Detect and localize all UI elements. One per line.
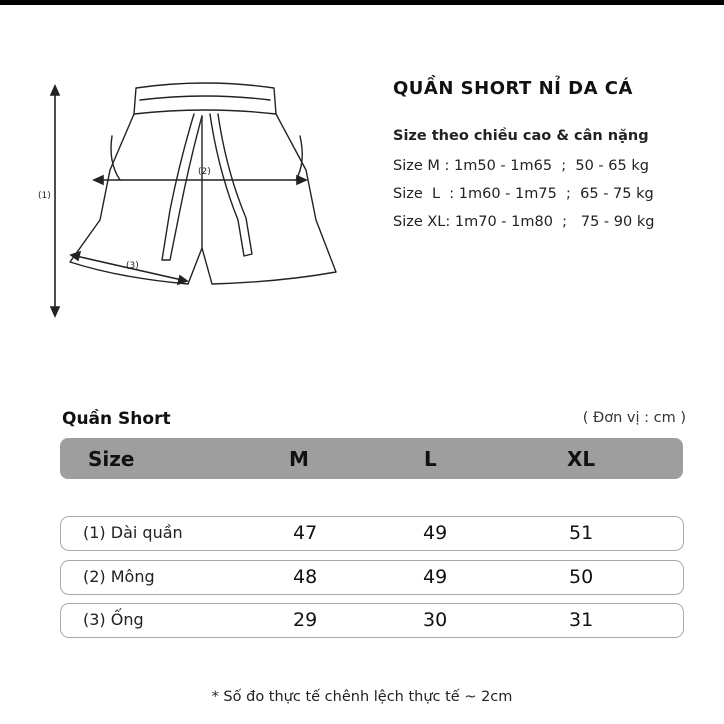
row-label: (1) Dài quần bbox=[83, 523, 183, 542]
table-row bbox=[60, 603, 684, 638]
size-line-l: Size L : 1m60 - 1m75 ; 65 - 75 kg bbox=[393, 186, 654, 202]
header-l: L bbox=[424, 447, 437, 471]
cell-l: 49 bbox=[423, 522, 448, 544]
drawstring bbox=[162, 114, 202, 260]
label-3: (3) bbox=[126, 261, 139, 271]
size-line-xl: Size XL: 1m70 - 1m80 ; 75 - 90 kg bbox=[393, 214, 655, 230]
header-m: M bbox=[289, 447, 309, 471]
product-title: QUẦN SHORT NỈ DA CÁ bbox=[393, 78, 633, 99]
label-1: (1) bbox=[38, 191, 51, 201]
row-label: (2) Mông bbox=[83, 567, 155, 586]
header-size: Size bbox=[88, 447, 135, 471]
row-label: (3) Ống bbox=[83, 610, 144, 629]
size-line-m: Size M : 1m50 - 1m65 ; 50 - 65 kg bbox=[393, 158, 649, 174]
label-2: (2) bbox=[198, 167, 211, 177]
cell-m: 29 bbox=[293, 609, 318, 631]
table-row bbox=[60, 516, 684, 551]
top-border bbox=[0, 0, 724, 5]
cell-l: 30 bbox=[423, 609, 448, 631]
header-xl: XL bbox=[567, 447, 596, 471]
cell-xl: 51 bbox=[569, 522, 594, 544]
cell-l: 49 bbox=[423, 566, 448, 588]
shorts-outline bbox=[70, 114, 336, 284]
unit-label: ( Đơn vị : cm ) bbox=[582, 410, 686, 426]
table-title: Quần Short bbox=[62, 409, 171, 429]
cell-m: 48 bbox=[293, 566, 318, 588]
table-header bbox=[60, 438, 683, 479]
footnote: * Số đo thực tế chênh lệch thực tế ~ 2cm bbox=[211, 689, 513, 705]
cell-m: 47 bbox=[293, 522, 318, 544]
cell-xl: 50 bbox=[569, 566, 594, 588]
cell-xl: 31 bbox=[569, 609, 594, 631]
shorts-diagram bbox=[30, 70, 360, 330]
size-guide-subtitle: Size theo chiều cao & cân nặng bbox=[393, 128, 649, 144]
table-row bbox=[60, 560, 684, 595]
